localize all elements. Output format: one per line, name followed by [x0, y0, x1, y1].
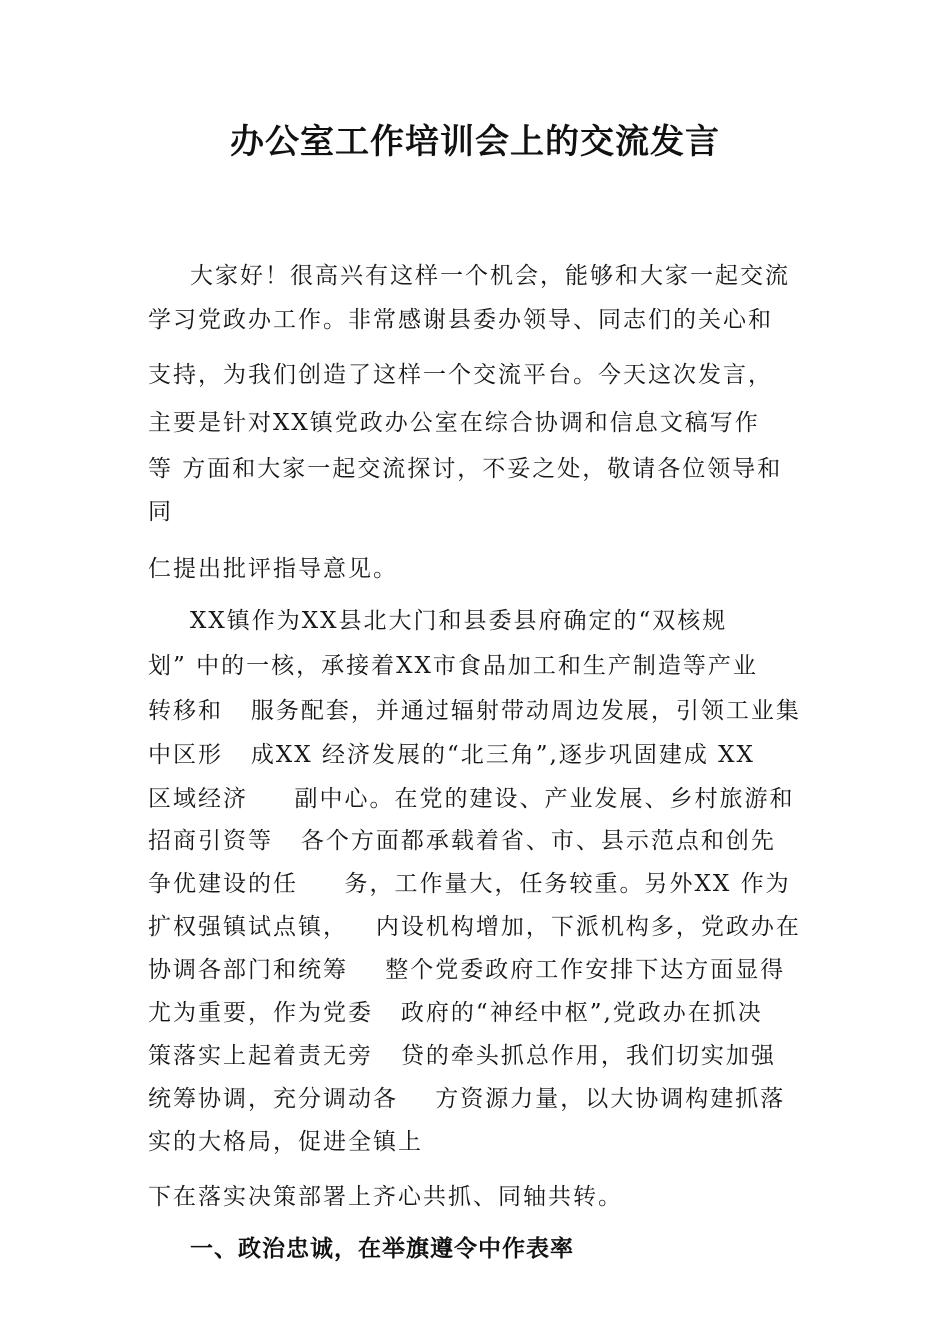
body-line-11: 中区形 成XX 经济发展的“北三角”,逐步巩固建成 XX: [148, 742, 755, 768]
body-line-18: 策落实上起着责无旁 贷的牵头抓总作用，我们切实加强: [148, 1043, 776, 1069]
body-line-13: 招商引资等 各个方面都承载着省、市、县示范点和创先: [148, 828, 776, 854]
document-title: 办公室工作培训会上的交流发言: [230, 122, 720, 162]
body-line-2: 学习党政办工作。非常感谢县委办领导、同志们的关心和: [148, 307, 773, 333]
body-line-12: 区域经济 副中心。在党的建设、产业发展、乡村旅游和: [148, 786, 795, 812]
body-line-7: 仁提出批评指导意见。: [148, 556, 398, 582]
body-line-21: 下在落实决策部署上齐心共抓、同轴共转。: [148, 1184, 623, 1210]
body-line-3: 支持，为我们创造了这样一个交流平台。今天这次发言，: [148, 362, 773, 388]
body-line-14: 争优建设的任 务，工作量大，任务较重。另外XX 作为: [148, 871, 791, 897]
body-line-4: 主要是针对XX镇党政办公室在综合协调和信息文稿写作: [148, 410, 760, 436]
body-line-9: 划” 中的一核，承接着XX市食品加工和生产制造等产业: [148, 653, 758, 679]
body-line-15: 扩权强镇试点镇， 内设机构增加，下派机构多，党政办在: [148, 914, 801, 940]
body-line-19: 统筹协调，充分调动各 方资源力量，以大协调构建抓落: [148, 1086, 786, 1112]
section-heading: 一、政治忠诚，在举旗遵令中作表率: [190, 1236, 574, 1262]
body-line-17: 尤为重要，作为党委 政府的“神经中枢”,党政办在抓决: [148, 1000, 763, 1026]
body-line-8: XX镇作为XX县北大门和县委县府确定的“双核规: [190, 608, 728, 634]
body-line-10: 转移和 服务配套，并通过辐射带动周边发展，引领工业集: [148, 698, 801, 724]
body-line-16: 协调各部门和统筹 整个党委政府工作安排下达方面显得: [148, 957, 786, 983]
body-line-1: 大家好！很高兴有这样一个机会，能够和大家一起交流: [190, 263, 790, 289]
body-line-5: 等 方面和大家一起交流探讨，不妥之处，敬请各位领导和: [148, 456, 783, 482]
body-line-6: 同: [148, 499, 173, 525]
body-line-20: 实的大格局，促进全镇上: [148, 1129, 423, 1155]
